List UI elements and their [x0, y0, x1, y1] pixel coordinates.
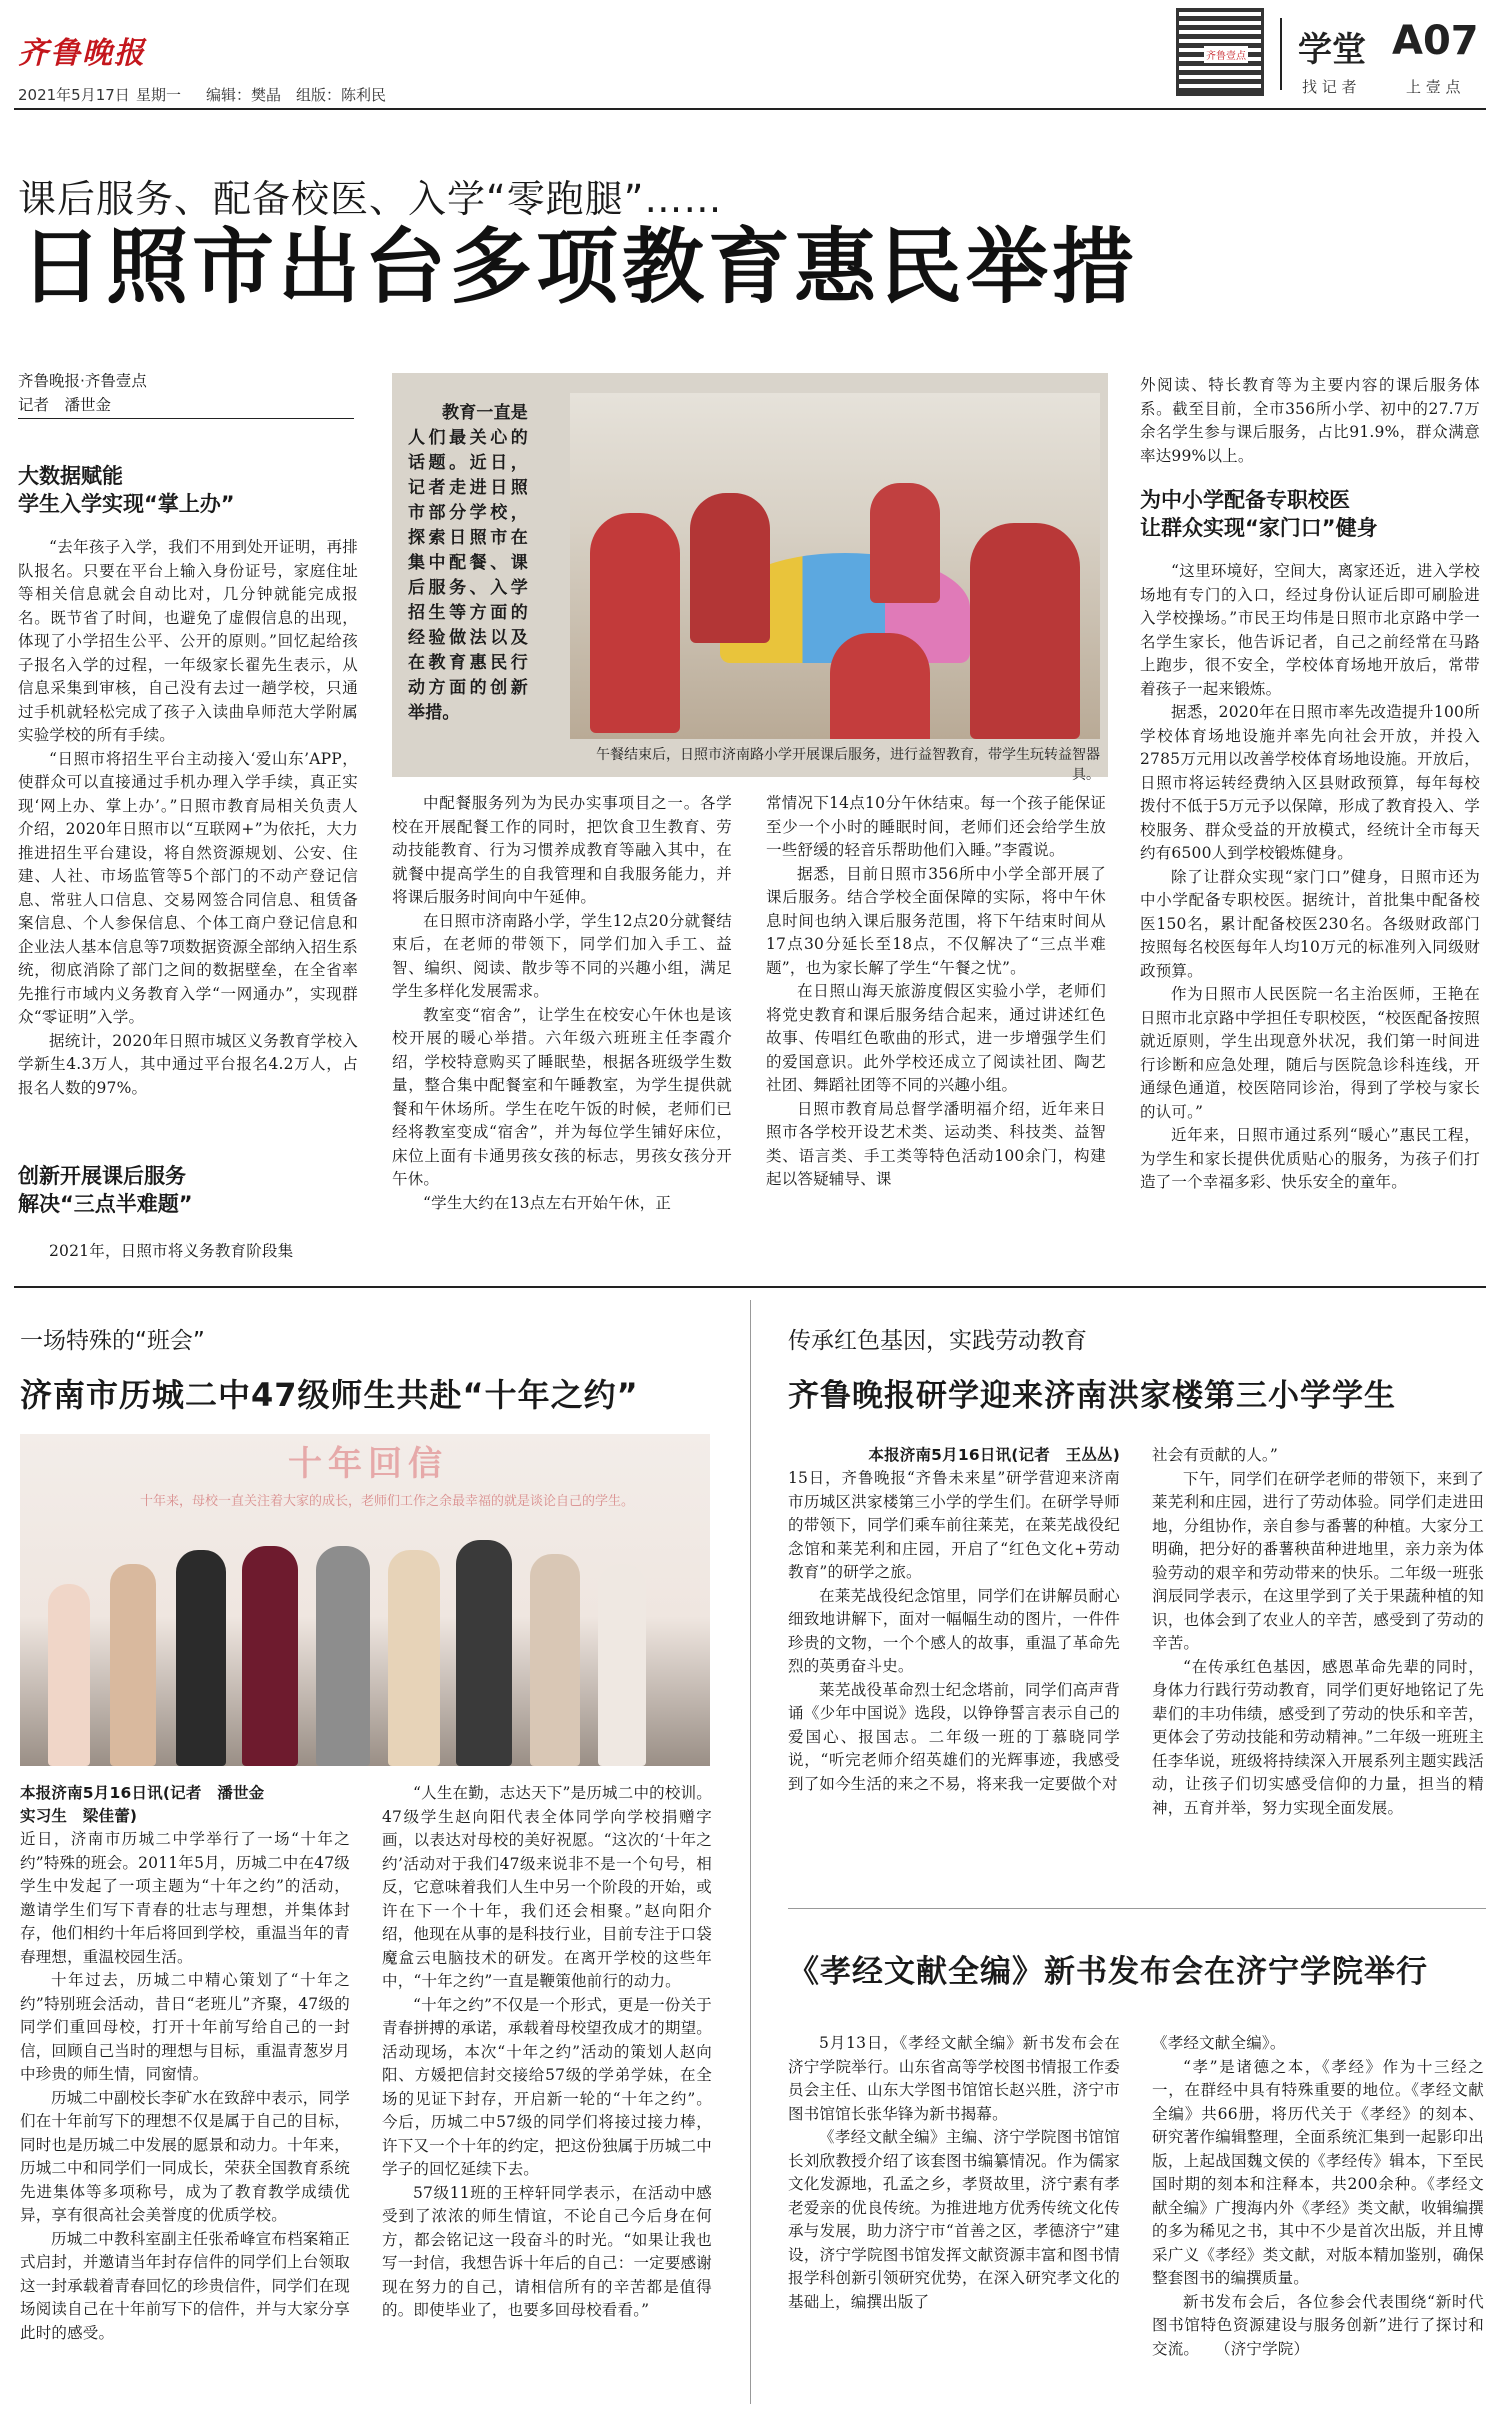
byline-rule [18, 418, 354, 419]
paragraph: “在传承红色基因，感恩革命先辈的同时，身体力行践行劳动教育，同学们更好地铭记了先辈们的丰功伟绩，感受到了劳动的快乐和辛苦，更体会了劳动技能和劳动精神。”二年级一班班主任李华说，班级将持续深入开展系列主题实践活动，让孩子们切实感受信仰的力量，担当的精神，五育并举，努力实现全面发展。 [1152, 1657, 1484, 1817]
lead-photo-frame [392, 373, 1108, 783]
paragraph: 外阅读、特长教育等为主要内容的课后服务体系。截至目前，全市356所小学、初中的27.7万余名学生参与课后服务，占比91.9%，群众满意率达99%以上。 [1140, 376, 1480, 465]
photo-person [48, 1584, 90, 1766]
paragraph: 历城二中副校长李矿水在致辞中表示，同学们在十年前写下的理想不仅是属于自己的目标，同时也是历城二中发展的愿景和动力。十年来，历城二中和同学们一同成长，荣获全国教育系统先进集体等多项称号，成为了教育教学成绩优异，享有很高社会美誉度的优质学校。 [20, 2088, 350, 2224]
photo-person [530, 1554, 580, 1766]
story2-col2 [382, 1782, 712, 2323]
photo-banner-text: 十年来，母校一直关注着大家的成长，老师们工作之余最幸福的就是谈论自己的学生。 [140, 1494, 635, 1509]
lead-intro: 教育一直是人们最关心的话题。近日，记者走进日照市部分学校，探索日照市在集中配餐、课后服务、入学招生等方面的经验做法以及在教育惠民行动方面的创新举措。 [408, 403, 528, 723]
lead-col3-body [766, 792, 1106, 1192]
lead-source: 齐鲁晚报·齐鲁壹点 [18, 372, 147, 390]
vertical-divider [750, 1300, 751, 2404]
photo-person [598, 1564, 646, 1766]
paragraph: 15日，齐鲁晚报“齐鲁未来星”研学营迎来济南市历城区洪家楼第三小学的学生们。在研学导师的带领下，同学们乘车前往莱芜，在莱芜战役纪念馆和莱芜利和庄园，开启了“红色文化+劳动教育”的研学之旅。 [788, 1469, 1120, 1581]
story3-kicker: 传承红色基因，实践劳动教育 [788, 1328, 1087, 1354]
paragraph: 社会有贡献的人。” [1152, 1446, 1278, 1464]
story2-kicker: 一场特殊的“班会” [20, 1328, 205, 1354]
paragraph: 据悉，2020年在日照市率先改造提升100所学校体育场地设施并率先向社会开放，并投入2785万元用以改善学校体育场地设施。开放后，日照市将运转经费纳入区县财政预算，每年每校拨付不低于5万元予以保障，形成了教育投入、学校服务、群众受益的开放模式，经统计全市每天约有6500人到学校锻炼健身。 [1140, 703, 1480, 862]
paragraph: “去年孩子入学，我们不用到处开证明，再排队报名。只要在平台上输入身份证号，家庭住址等相关信息就会自动比对，几分钟就能完成报名。既节省了时间，也避免了虚假信息的出现，体现了小学招生公平、公开的原则。”回忆起给孩子报名入学的过程，一年级家长翟先生表示，从信息采集到审核，自己没有去过一趟学校，只通过手机就轻松完成了孩子入读曲阜师范大学附属实验学校的所有手续。 [18, 538, 358, 744]
story2-photo [20, 1434, 710, 1766]
lead-kicker: 课后服务、配备校医、入学“零跑腿”…… [18, 177, 723, 221]
paragraph: 在日照市济南路小学，学生12点20分就餐结束后，在老师的带领下，同学们加入手工、益智、编织、阅读、散步等不同的兴趣小组，满足学生多样化发展需求。 [392, 911, 732, 1000]
lead-headline: 日照市出台多项教育惠民举措 [20, 220, 1139, 315]
paragraph: 除了让群众实现“家门口”健身，日照市还为中小学配备专职校医。据统计，首批集中配备校医150名，累计配备校医230名。各级财政部门按照每名校医每年人均10万元的标准列入同级财政预算。 [1140, 867, 1480, 980]
paragraph: 在日照山海天旅游度假区实验小学，老师们将党史教育和课后服务结合起来，通过讲述红色故事、传唱红色歌曲的形式，进一步增强学生们的爱国意识。此外学校还成立了阅读社团、陶艺社团、舞蹈社团等不同的兴趣小组。 [766, 982, 1106, 1094]
issue-date: 2021年5月17日 [18, 86, 130, 104]
qr-label: 齐鲁壹点 [1204, 46, 1248, 63]
paragraph: 莱芜战役革命烈士纪念塔前，同学们高声背诵《少年中国说》选段，以铮铮誓言表示自己的爱国心、报国志。二年级一班的丁慕晓同学说，“听完老师介绍英雄们的光辉事迹，我感受到了如今生活的来之不易，将来我一定要做个对 [788, 1680, 1120, 1793]
lead-photo [570, 393, 1100, 739]
photo-person [110, 1564, 156, 1766]
lead-photo-caption: 午餐结束后，日照市济南路小学开展课后服务，进行益智教育，带学生玩转益智器具。 [596, 747, 1100, 783]
masthead-divider [1280, 18, 1282, 90]
editor-credit: 编辑：樊晶 [206, 86, 282, 104]
photo-person [388, 1550, 440, 1766]
paragraph: “日照市将招生平台主动接入‘爱山东’APP，使群众可以直接通过手机办理入学手续，真正实现‘网上办、掌上办’。”日照市教育局相关负责人介绍，2020年日照市以“互联网+”为依托，大力推进招生平台建设，将自然资源规划、公安、住建、人社、市场监管等5个部门的不动产登记信息、常驻人口信息、交易网签合同信息、租赁备案信息、个人参保信息、个体工商户登记信息和企业法人基本信息等7项数据资源全部纳入招生系统，彻底消除了部门之间的数据壁垒，在全省率先推行市域内义务教育入学“一网通办”，实现群众“零证明”入学。 [18, 749, 358, 1026]
lead-subhead-1: 大数据赋能 学生入学实现“掌上办” [18, 464, 235, 516]
paragraph: 近日，济南市历城二中学举行了一场“十年之约”特殊的班会。2011年5月，历城二中在47级学生中发起了一项主题为“十年之约”的活动，邀请学生们写下青春的壮志与理想，并集体封存，他们相约十年后将回到学校，重温当年的青春理想，重温校园生活。 [20, 1830, 350, 1966]
layout-credit: 组版：陈利民 [296, 86, 387, 104]
paragraph: 2021年，日照市将义务教育阶段集 [49, 1242, 294, 1260]
section-rule [14, 1286, 1486, 1288]
paragraph: “人生在勤，志达天下”是历城二中的校训。47级学生赵向阳代表全体同学向学校捐赠字画，以表达对母校的美好祝愿。“这次的‘十年之约’活动对于我们47级来说非不是一个句号，相反，它意味着我们人生中另一个阶段的开始，或许在下一个十年，我们还会相聚。”赵向阳介绍，他现在从事的是科技行业，目前专注于口袋魔盒云电脑技术的研发。在离开学校的这些年中，“十年之约”一直是鞭策他前行的动力。 [382, 1784, 712, 1990]
paragraph: 《孝经文献全编》主编、济宁学院图书馆馆长刘欣教授介绍了该套图书编纂情况。作为儒家文化发源地，孔孟之乡，孝贤故里，济宁素有孝老爱亲的优良传统。为推进地方优秀传统文化传承与发展，助力济宁市“首善之区，孝德济宁”建设，济宁学院图书馆发挥文献资源丰富和图书情报学科创新引领研究优势，在深入研究孝文化的基础上，编撰出版了 [788, 2128, 1120, 2311]
paragraph: 新书发布会后，各位参会代表围绕“新时代图书馆特色资源建设与服务创新”进行了探讨和交流。 （济宁学院） [1152, 2292, 1484, 2358]
story2-byline: 本报济南5月16日讯(记者 潘世金 实习生 梁佳蕾) [20, 1784, 265, 1825]
lead-subhead-2: 创新开展课后服务 解决“三点半难题” [18, 1164, 193, 1216]
paragraph: “学生大约在13点左右开始午休，正 [423, 1193, 672, 1212]
photo-student [870, 483, 940, 603]
photo-title-fragment: 十年回信 [288, 1444, 448, 1484]
paragraph: 常情况下14点10分午休结束。每一个孩子能保证至少一个小时的睡眠时间，老师们还会给学生放一些舒缓的轻音乐帮助他们入睡。”李霞说。 [766, 794, 1106, 859]
photo-student [970, 523, 1080, 739]
lead-reporter: 记者 潘世金 [18, 396, 112, 414]
story2-headline: 济南市历城二中47级师生共赴“十年之约” [20, 1376, 639, 1414]
masthead [0, 0, 1500, 110]
story4-col2 [1152, 2032, 1484, 2361]
paragraph: 《孝经文献全编》。 [1152, 2034, 1286, 2052]
paragraph: 作为日照市人民医院一名主治医师，王艳在日照市北京路中学担任专职校医，“校医配备按照就近原则，学生出现意外状况，我们第一时间进行诊断和应急处理，随后与医院急诊科连线，开通绿色通道，校医陪同诊治，得到了学校与家长的认可。” [1140, 985, 1480, 1121]
paragraph: “十年之约”不仅是一个形式，更是一份关于青春拼搏的承诺，承载着母校望孜成才的期望。活动现场，本次“十年之约”活动的策划人赵向阳、方媛把信封交接给57级的学弟学妹，在全场的见证下封存，开启新一轮的“十年之约”。今后，历城二中57级的同学们将接过接力棒，许下又一个十年的约定，把这份独属于历城二中学子的回忆延续下去。 [382, 1995, 712, 2178]
story3-byline: 本报济南5月16日讯(记者 王丛丛) [868, 1446, 1120, 1464]
story-rule [788, 1908, 1486, 1909]
slogan-find-reporter: 找 记 者 [1302, 78, 1357, 96]
paragraph: “这里环境好，空间大，离家还近，进入学校场地有专门的入口，经过身份认证后即可刷脸进入学校操场。”市民王均伟是日照市北京路中学一名学生家长，他告诉记者，自己之前经常在马路上跑步，很不安全，学校体育场地开放后，常带着孩子一起来锻炼。 [1140, 562, 1480, 698]
paragraph: 十年过去，历城二中精心策划了“十年之约”特别班会活动，昔日“老班儿”齐聚，47级的同学们重回母校，打开十年前写给自己的一封信，回顾自己当时的理想与目标，重温青葱岁月中珍贵的师生情，同窗情。 [20, 1971, 350, 2083]
section-name: 学堂 [1298, 30, 1366, 70]
paragraph: 在莱芜战役纪念馆里，同学们在讲解员耐心细致地讲解下，面对一幅幅生动的图片，一件件珍贵的文物，一个个感人的故事，重温了革命先烈的英勇奋斗史。 [788, 1586, 1120, 1675]
photo-person [176, 1550, 226, 1766]
lead-subhead-3: 为中小学配备专职校医 让群众实现“家门口”健身 [1140, 488, 1378, 540]
story3-col2 [1152, 1444, 1484, 1820]
paragraph: 5月13日，《孝经文献全编》新书发布会在济宁学院举行。山东省高等学校图书情报工作委员会主任、山东大学图书馆馆长赵兴胜，济宁市图书馆馆长张华锋为新书揭幕。 [788, 2034, 1120, 2123]
paragraph: 中配餐服务列为为民办实事项目之一。各学校在开展配餐工作的同时，把饮食卫生教育、劳动技能教育、行为习惯养成教育等融入其中，在就餐中提高学生的自我管理和自我服务能力，并将课后服务时间向中午延伸。 [392, 794, 732, 906]
paragraph: “孝”是诸德之本，《孝经》作为十三经之一，在群经中具有特殊重要的地位。《孝经文献全编》共66册，将历代关于《孝经》的刻本、研究著作编辑整理，全面系统汇集到一起影印出版，上起战国魏文侯的《孝经传》辑本，下至民国时期的刻本和注释本，共200余种。《孝经文献全编》广搜海内外《孝经》类文献，收辑编撰的多为稀见之书，其中不少是首次出版，并且博采广义《孝经》类文献，对版本精加鉴别，确保整套图书的编撰质量。 [1152, 2057, 1484, 2287]
photo-student [830, 633, 930, 739]
story3-headline: 齐鲁晚报研学迎来济南洪家楼第三小学学生 [788, 1378, 1396, 1414]
paragraph: 日照市教育局总督学潘明福介绍，近年来日照市各学校开设艺术类、运动类、科技类、益智类、语言类、手工类等特色活动100余门，构建起以答疑辅导、课 [766, 1099, 1106, 1188]
page-number: A07 [1392, 18, 1479, 64]
masthead-rule [14, 108, 1486, 110]
lead-col2-body [392, 792, 732, 1215]
paragraph: 据统计，2020年日照市城区义务教育学校入学新生4.3万人，其中通过平台报名4.2万人，占报名人数的97%。 [18, 1031, 358, 1097]
photo-person [242, 1546, 298, 1766]
paragraph: 下午，同学们在研学老师的带领下，来到了莱芜利和庄园，进行了劳动体验。同学们走进田地，分组协作，亲自参与番薯的种植。大家分工明确，把分好的番薯秧苗种进地里，亲力亲为体验劳动的艰辛和劳动带来的快乐。二年级一班张润辰同学表示，在这里学到了关于果蔬种植的知识，也体会到了农业人的辛苦，感受到了劳动的辛苦。 [1152, 1469, 1484, 1652]
paragraph: 教室变“宿舍”，让学生在校安心午休也是该校开展的暖心举措。六年级六班班主任李霞介绍，学校特意购买了睡眠垫，根据各班级学生数量，整合集中配餐室和午睡教室，为学生提供就餐和午休场所。学生在吃午饭的时候，老师们已经将教室变成“宿舍”，并为每位学生铺好床位，床位上面有卡通男孩女孩的标志，男孩女孩分开午休。 [392, 1005, 732, 1188]
photo-student [590, 513, 680, 733]
paragraph: 近年来，日照市通过系列“暖心”惠民工程，为学生和家长提供优质贴心的服务，为孩子们打造了一个幸福多彩、快乐安全的童年。 [1140, 1126, 1480, 1191]
issue-weekday: 星期一 [136, 86, 182, 104]
story3-col1 [788, 1444, 1120, 1796]
photo-person [456, 1540, 512, 1766]
story4-headline: 《孝经文献全编》新书发布会在济宁学院举行 [788, 1954, 1428, 1990]
photo-person [316, 1546, 370, 1766]
paragraph: 57级11班的王梓轩同学表示，在活动中感受到了浓浓的师生情谊，不论自己今后身在何方，都会铭记这一段奋斗的时光。“如果让我也写一封信，我想告诉十年后的自己：一定要感谢现在努力的自己，请相信所有的辛苦都是值得的。即使毕业了，也要多回母校看看。” [382, 2183, 712, 2319]
paragraph: 据悉，目前日照市356所中小学全部开展了课后服务。结合学校全面保障的实际，将中午休息时间也纳入课后服务范围，将下午结束时间从17点30分延长至18点，不仅解决了“三点半难题”，也为家长解了学生“午餐之忧”。 [766, 864, 1106, 977]
lead-col4-body-b [1140, 560, 1480, 1195]
paragraph: 历城二中教科室副主任张希峰宣布档案箱正式启封，并邀请当年封存信件的同学们上台领取这一封承载着青春回忆的珍贵信件，同学们在现场阅读自己在十年前写下的信件，并与大家分享此时的感受。 [20, 2229, 350, 2342]
lead-col4-body-a [1140, 374, 1480, 468]
newspaper-logo: 齐鲁晚报 [18, 36, 146, 71]
photo-student [690, 493, 770, 643]
lead-col1-body-b [18, 1240, 358, 1264]
lead-col1-body-a [18, 536, 358, 1100]
slogan-qilu-app: 上 壹 点 [1406, 78, 1461, 96]
story4-col1 [788, 2032, 1120, 2314]
story2-col1 [20, 1782, 350, 2345]
